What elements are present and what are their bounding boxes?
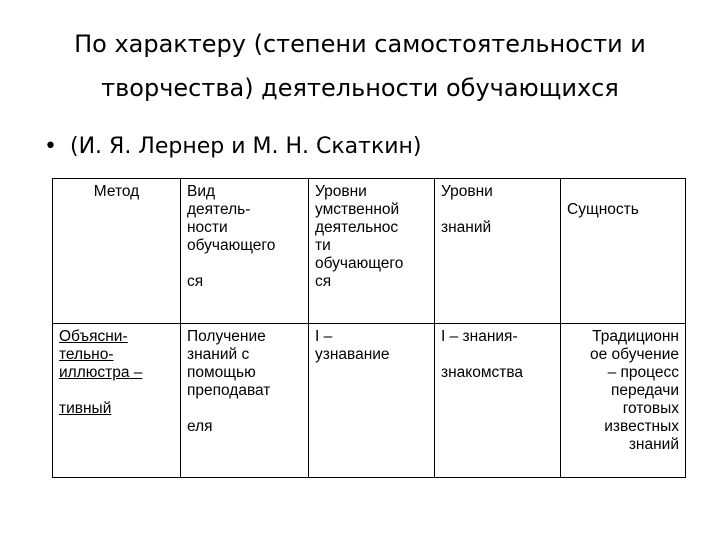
header-method: Метод [53, 179, 181, 324]
slide-title [40, 22, 680, 110]
cell-mental-level: I – узнавание [309, 324, 435, 478]
header-activity-type: Вид деятель- ности обучающего ся [181, 179, 309, 324]
bullet-icon: • [44, 134, 57, 159]
authors-text: (И. Я. Лернер и М. Н. Скаткин) [70, 134, 422, 159]
table-row [53, 324, 686, 478]
cell-method-name: Объясни- тельно- иллюстра – тивный [53, 324, 181, 478]
cell-essence: Традиционн ое обучение – процесс передачи готовых известных знаний [561, 324, 686, 478]
header-mental-activity-levels: Уровни умственной деятельнос ти обучающего ся [309, 179, 435, 324]
table-header-row [53, 179, 686, 324]
header-knowledge-levels: Уровни знаний [435, 179, 561, 324]
slide-title-line-2: творчества) деятельности обучающихся [101, 74, 619, 102]
header-essence: Сущность [561, 179, 686, 324]
cell-activity-type: Получение знаний с помощью преподават еля [181, 324, 309, 478]
authors-bullet [44, 132, 422, 162]
teaching-methods-table [52, 178, 686, 478]
cell-knowledge-level: I – знания- знакомства [435, 324, 561, 478]
slide-title-line-1: По характеру (степени самостоятельности и [74, 30, 646, 58]
